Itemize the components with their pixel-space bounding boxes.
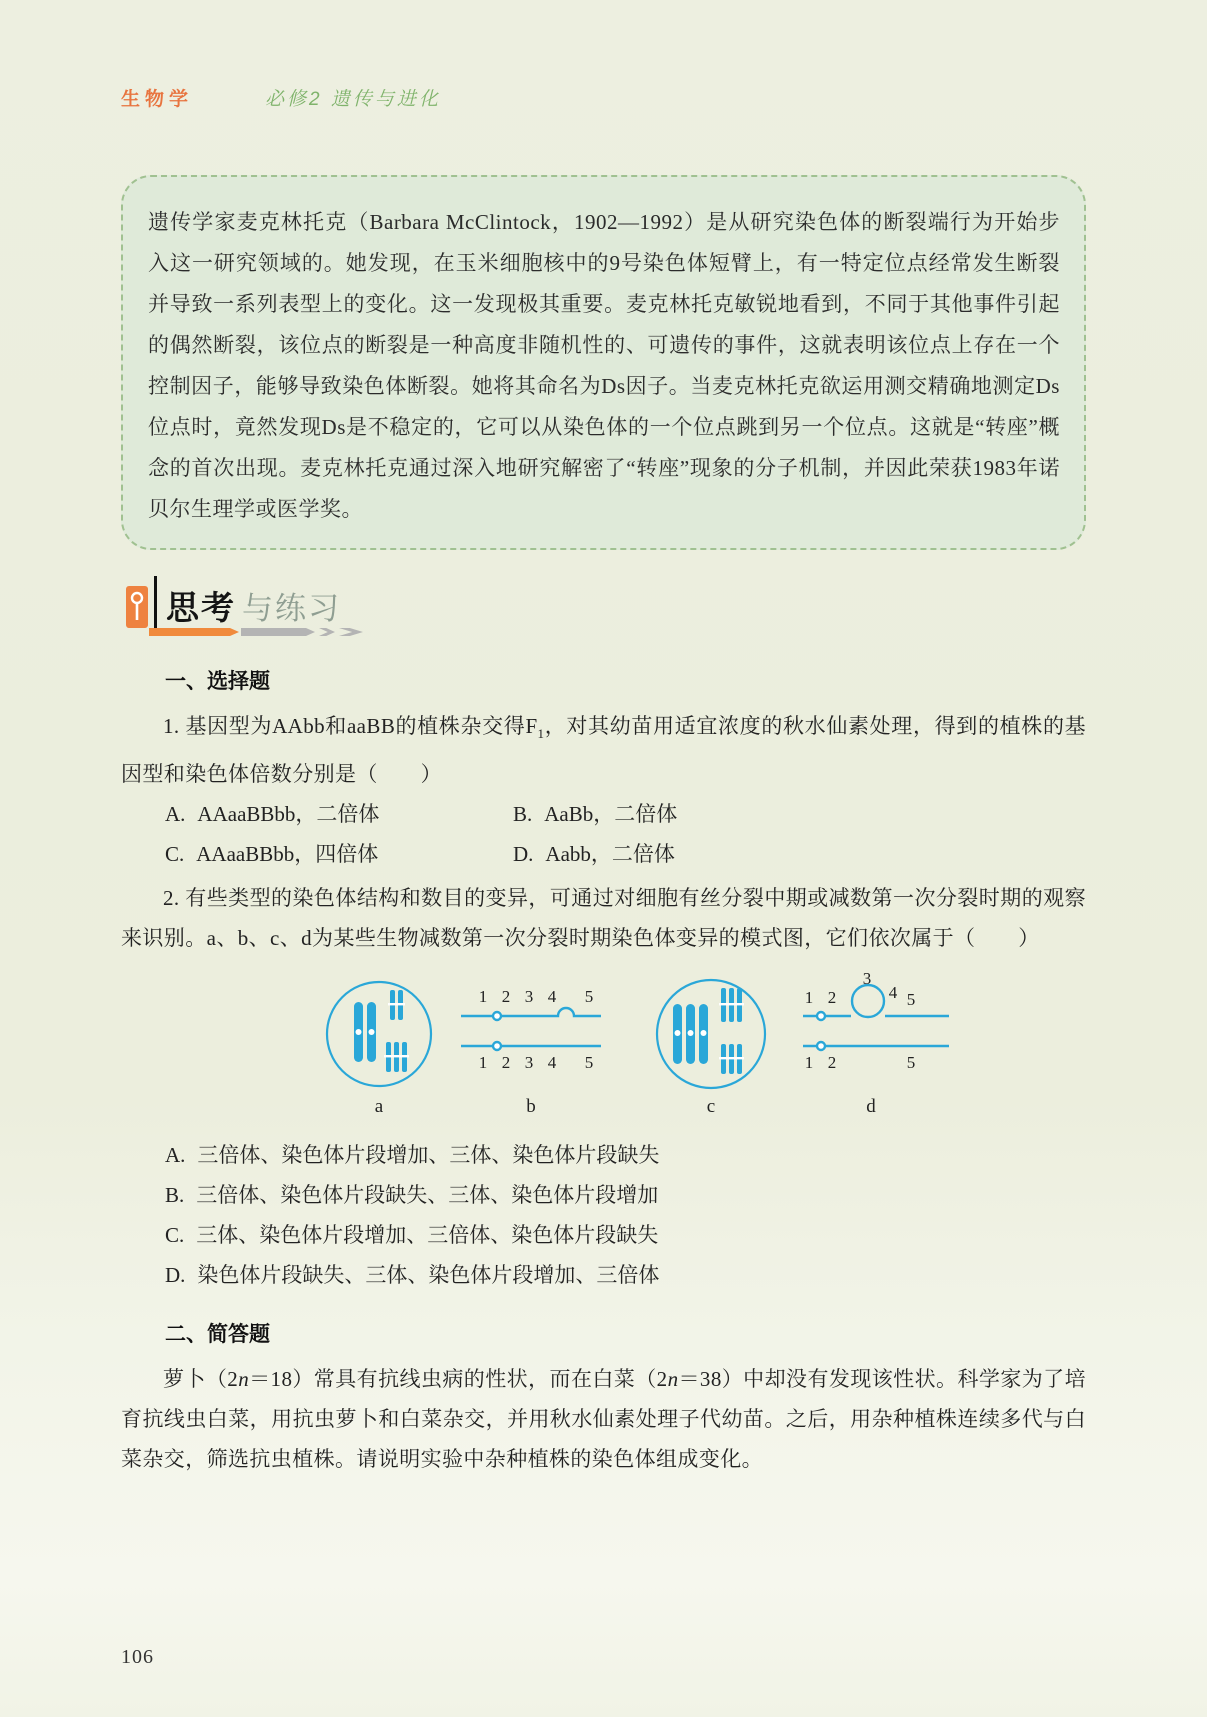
label-c: c <box>706 1096 716 1118</box>
svg-text:3: 3 <box>524 1053 534 1073</box>
page-number: 106 <box>121 1646 154 1668</box>
subject-label: 生物学 <box>121 89 194 110</box>
pair-top-right <box>388 990 405 1020</box>
mcq-heading: 一、选择题 <box>165 670 270 693</box>
label-a: a <box>374 1096 384 1118</box>
svg-text:2: 2 <box>501 1053 511 1073</box>
chevron-gray-2 <box>339 628 363 636</box>
saq-heading: 二、简答题 <box>165 1323 270 1347</box>
panel-b-chromosomes <box>461 1008 601 1050</box>
decorative-arrow-bar <box>149 628 363 636</box>
questions-block <box>121 662 1086 1479</box>
svg-text:5: 5 <box>906 1053 916 1073</box>
key-icon-glyph <box>129 590 145 624</box>
label-b: b <box>526 1096 536 1118</box>
section-title <box>166 582 341 629</box>
svg-text:3: 3 <box>524 987 534 1007</box>
q1-prefix: 1. 基因型为AAbb和aaBB的植株杂交得F <box>163 714 538 738</box>
panel-c-cell <box>657 980 765 1088</box>
svg-text:1: 1 <box>478 987 488 1007</box>
q1-option-c: C. AAaaBBbb，四倍体 <box>165 842 379 867</box>
trivalent-group <box>673 1004 708 1064</box>
question-2: 2. 有些类型的染色体结构和数目的变异，可通过对细胞有丝分裂中期或减数第一次分裂时期的观察来识别。a、b、c、d为某些生物减数第一次分裂时期染色体变异的模式图，它们依次属于（ ） <box>121 886 1086 951</box>
svg-text:3: 3 <box>862 972 872 989</box>
arrow-orange <box>149 628 239 636</box>
label-d: d <box>866 1096 876 1118</box>
infobox-text: 遗传学家麦克林托克（Barbara McClintock，1902—1992）是从研究染色体的断裂端行为开始步入这一研究领域的。她发现，在玉米细胞核中的9号染色体短臂上，有一特定位点经常发生断裂并导致一系列表型上的变化。这一发现极其重要。麦克林托克敏锐地看到，不同于其他事件引起的偶然断裂，该位点的断裂是一种高度非随机性的、可遗传的事件，这就表明该位点上存在一个控制因子，能够导致染色体断裂。她将其命名为Ds因子。当麦克林托克欲运用测交精确地测定Ds位点时，竟然发现Ds是不稳定的，它可以从染色体的一个位点跳到另一个位点。这就是“转座”概念的首次出现。麦克林托克通过深入地研究解密了“转座”现象的分子机制，并因此荣获1983年诺贝尔生理学或医学奖。 <box>148 210 1060 521</box>
module-label: 必修2 遗传与进化 <box>265 89 441 110</box>
svg-text:5: 5 <box>584 987 594 1007</box>
svg-text:5: 5 <box>906 990 916 1010</box>
trio-top-right <box>719 988 744 1022</box>
q1-suffix: ，对其幼苗用适宜浓度的秋水仙素处理，得到的植株的基因型和染色体倍数分别是（ ） <box>121 714 1087 787</box>
q2-option-c: C. 三体、染色体片段增加、三倍体、染色体片段缺失 <box>165 1223 659 1248</box>
question-1 <box>121 706 1086 794</box>
section-title-light: 与练习 <box>242 591 341 626</box>
q2-option-b: B. 三倍体、染色体片段缺失、三体、染色体片段增加 <box>165 1183 659 1208</box>
mcclintock-infobox <box>121 175 1086 550</box>
svg-text:4: 4 <box>547 1053 557 1073</box>
q1-options-row-1 <box>121 794 1086 834</box>
arrow-gray <box>241 628 315 636</box>
q1-subscript: 1 <box>537 726 545 742</box>
svg-text:5: 5 <box>584 1053 594 1073</box>
q1-options-row-2 <box>121 834 1086 874</box>
chevron-gray-1 <box>319 628 335 636</box>
svg-text:1: 1 <box>478 1053 488 1073</box>
q2-option-a: A. 三倍体、染色体片段增加、三体、染色体片段缺失 <box>165 1143 660 1168</box>
section-header <box>121 582 1086 642</box>
panel-d-chromosomes <box>803 985 949 1050</box>
chromosome-variation-figure <box>311 972 959 1120</box>
q2-option-d: D. 染色体片段缺失、三体、染色体片段增加、三倍体 <box>165 1263 660 1288</box>
italic-n: n <box>667 1367 679 1392</box>
trio-bottom-right <box>384 1042 409 1072</box>
q1-option-d: D. Aabb，二倍体 <box>513 842 675 867</box>
svg-text:2: 2 <box>827 988 837 1008</box>
page-header <box>121 0 1086 111</box>
panel-a-cell <box>327 982 431 1086</box>
trio-bottom-right <box>719 1044 744 1074</box>
svg-text:1: 1 <box>804 988 814 1008</box>
svg-text:4: 4 <box>547 987 557 1007</box>
svg-text:1: 1 <box>804 1053 814 1073</box>
section-title-bold: 思考 <box>166 589 236 626</box>
svg-text:2: 2 <box>501 987 511 1007</box>
svg-text:2: 2 <box>827 1053 837 1073</box>
panel-b-numbers <box>479 987 594 1072</box>
question-3: 萝卜（2n＝18）常具有抗线虫病的性状，而在白菜（2n＝38）中却没有发现该性状。科学家为了培育抗线虫白菜，用抗虫萝卜和白菜杂交，并用秋水仙素处理子代幼苗。之后，用杂种植株连续多代与白菜杂交，筛选抗虫植株。请说明实验中杂种植株的染色体组成变化。 <box>121 1367 1086 1472</box>
bivalent-pair <box>354 1002 376 1062</box>
italic-n: n <box>238 1367 250 1392</box>
q1-option-a: A. AAaaBBbb，二倍体 <box>165 802 380 827</box>
divider-line <box>154 576 157 634</box>
svg-text:4: 4 <box>888 983 898 1003</box>
key-icon <box>126 586 148 628</box>
chromosome-diagram <box>311 972 959 1133</box>
q1-option-b: B. AaBb，二倍体 <box>513 802 678 827</box>
